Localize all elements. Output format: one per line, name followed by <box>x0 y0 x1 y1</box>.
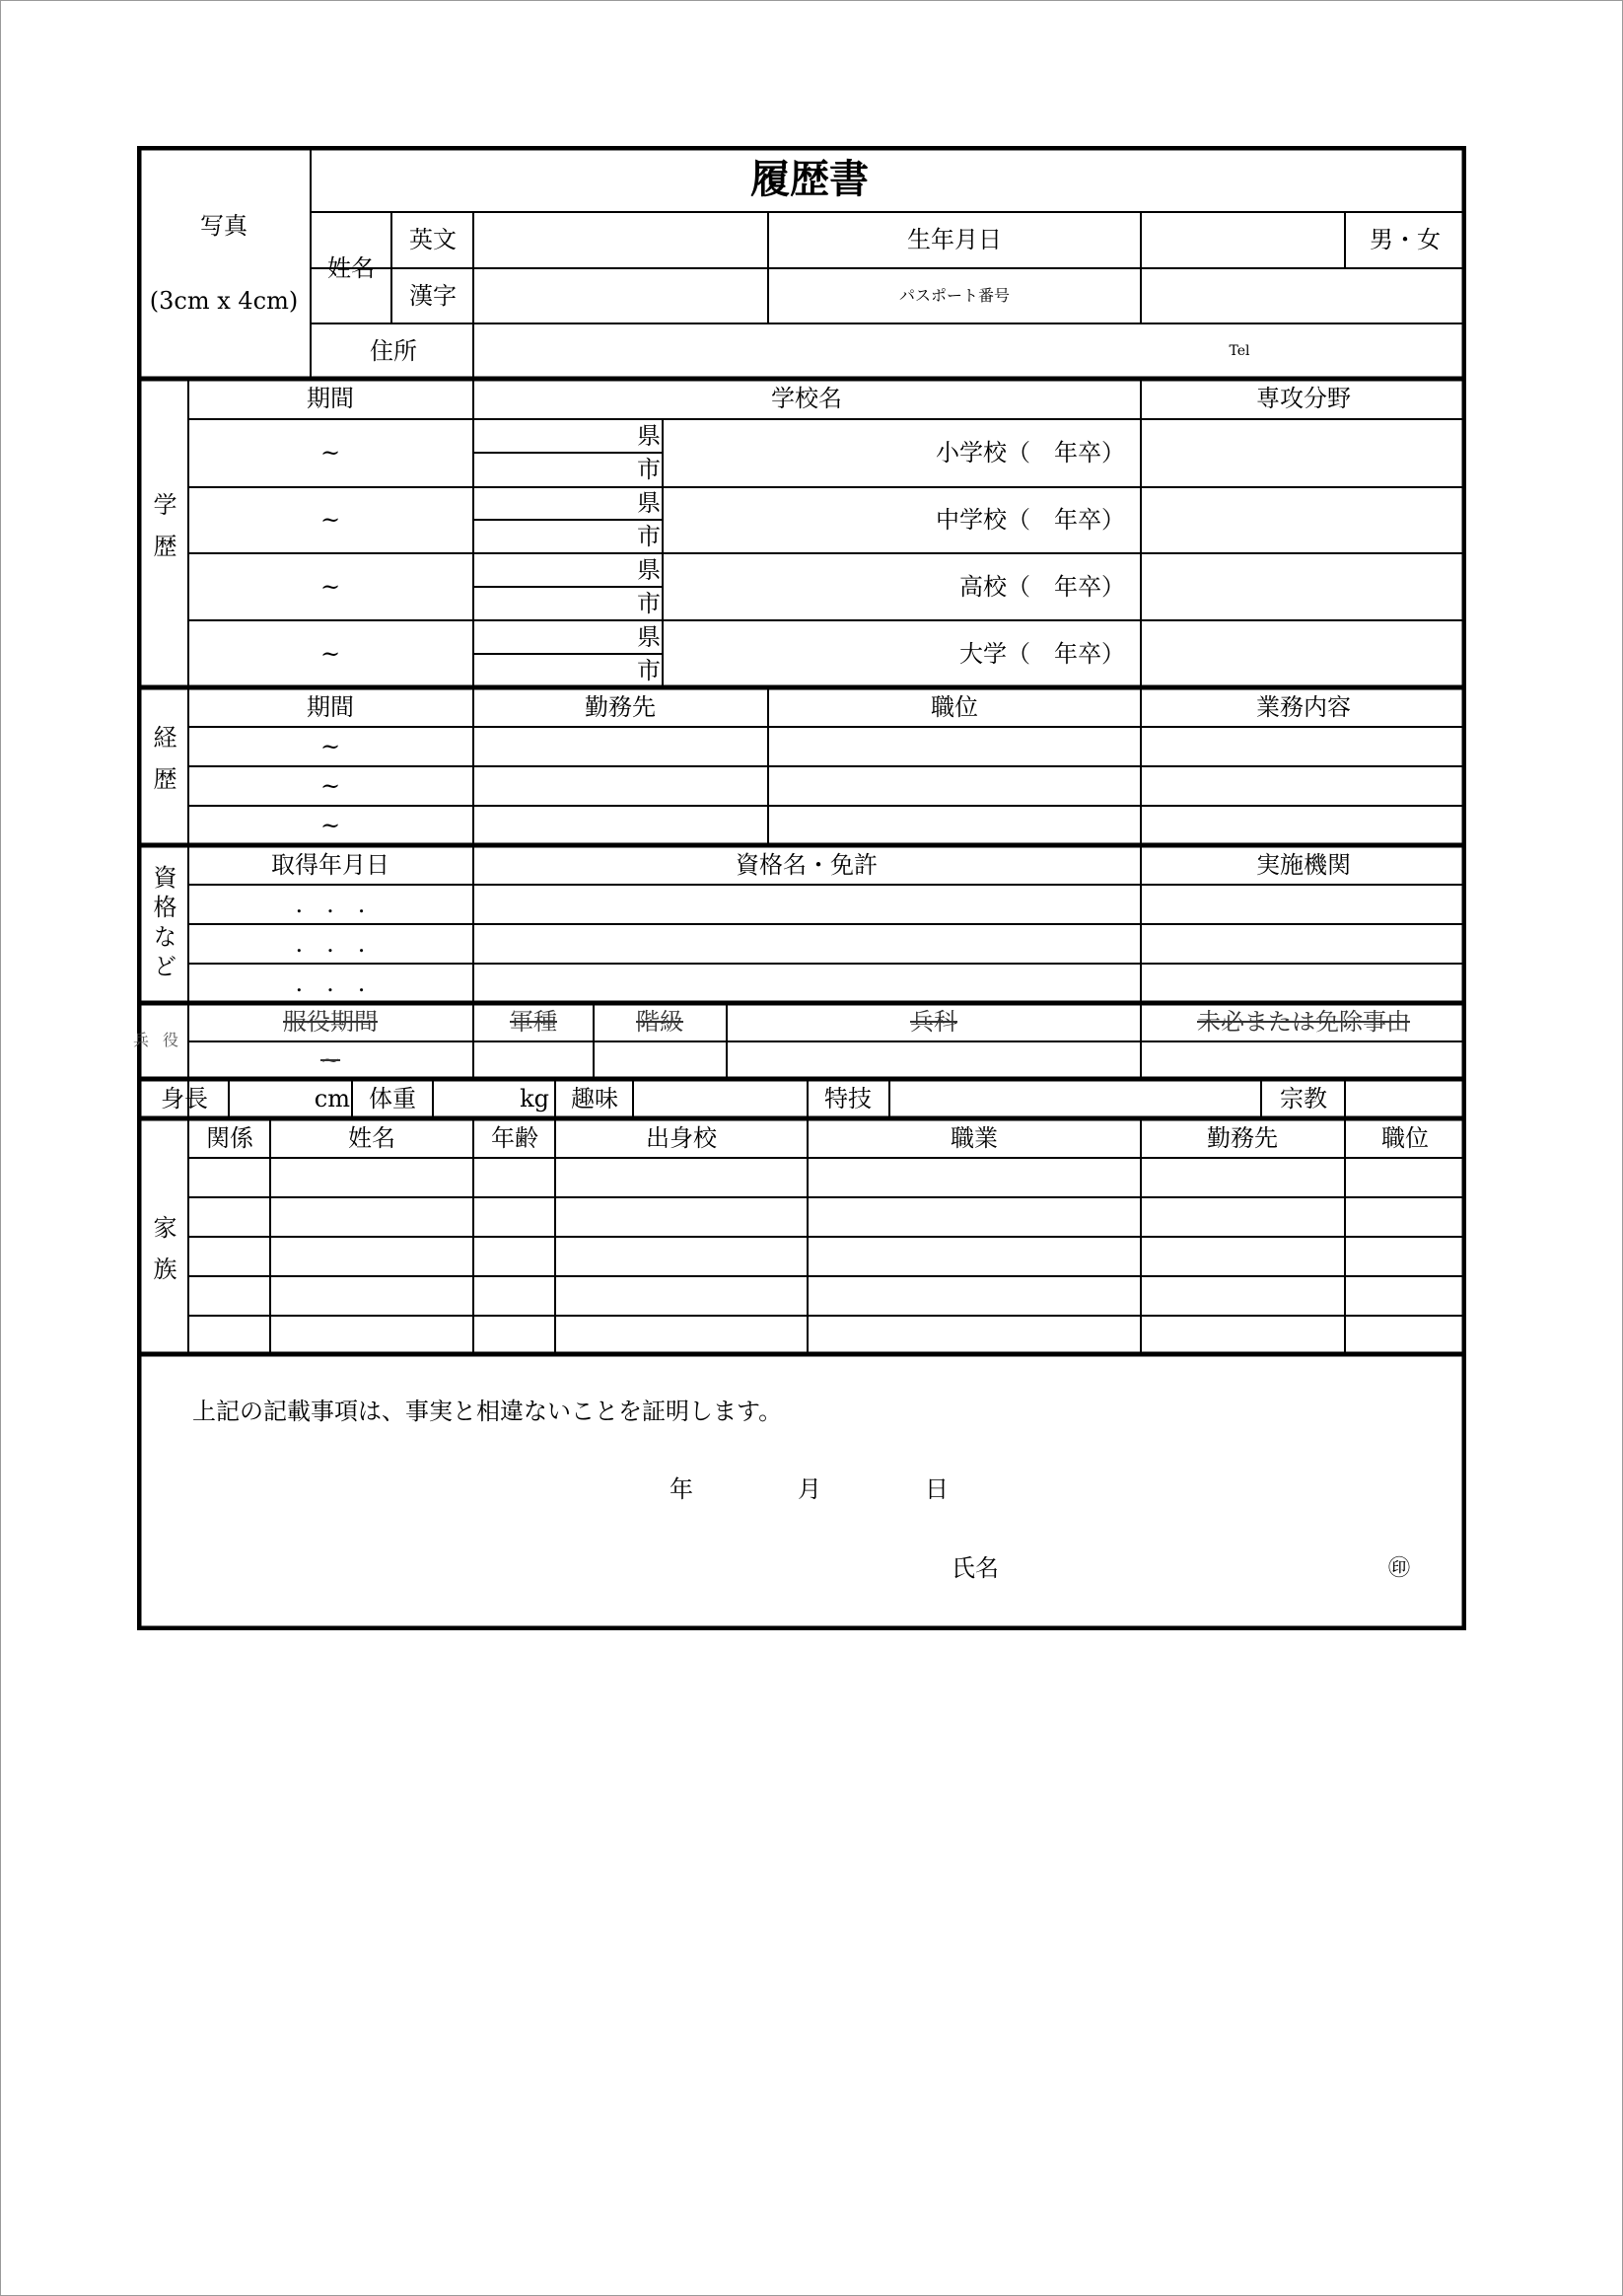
qualifications-section-label: 資格など <box>149 865 176 983</box>
education-school-header: 学校名 <box>771 385 842 412</box>
education-major-header: 専攻分野 <box>1256 385 1351 412</box>
military-period-header: 服役期間 <box>283 1008 378 1036</box>
seal-mark: ㊞ <box>1387 1556 1411 1581</box>
city-label: 市 <box>637 456 661 483</box>
religion-label: 宗教 <box>1280 1085 1327 1112</box>
qualification-name-header: 資格名・免許 <box>736 851 878 879</box>
qualification-date-dots: . . . <box>295 891 366 918</box>
family-age-header: 年齢 <box>491 1124 538 1152</box>
resume-form <box>132 146 1466 1630</box>
education-section-label: 学歴 <box>149 492 176 575</box>
name-label: 姓名 <box>327 254 375 282</box>
signature-label: 氏名 <box>952 1554 999 1582</box>
height-unit: cm <box>314 1085 350 1112</box>
education-school-name: 小学校（ 年卒） <box>936 439 1125 466</box>
kanji-name-label: 漢字 <box>409 282 457 310</box>
family-occupation-header: 職業 <box>951 1124 998 1152</box>
military-branch-header: 軍種 <box>510 1008 557 1036</box>
form-title: 履歴書 <box>750 156 869 202</box>
military-rank-header: 階級 <box>636 1008 683 1036</box>
skill-label: 特技 <box>824 1085 872 1112</box>
photo-label: 写真 <box>200 212 247 240</box>
military-period-tilde: ~ <box>319 1046 341 1074</box>
qualification-date-dots: . . . <box>295 930 366 958</box>
prefecture-label: 県 <box>637 489 661 517</box>
date-month-label: 月 <box>798 1475 821 1503</box>
declaration-statement: 上記の記載事項は、事実と相違ないことを証明します。 <box>192 1398 783 1425</box>
career-period-tilde: ~ <box>319 733 341 760</box>
career-employer-header: 勤務先 <box>585 693 656 721</box>
career-section-label: 経歴 <box>149 725 176 808</box>
prefecture-label: 県 <box>637 422 661 450</box>
hobby-label: 趣味 <box>571 1085 618 1112</box>
city-label: 市 <box>637 657 661 684</box>
qualification-date-dots: . . . <box>295 969 366 997</box>
family-section-label: 家族 <box>149 1215 176 1298</box>
prefecture-label: 県 <box>637 556 661 584</box>
career-position-header: 職位 <box>931 693 978 721</box>
education-school-name: 高校（ 年卒） <box>959 573 1125 601</box>
education-period-tilde: ~ <box>319 573 341 601</box>
passport-label: パスポート番号 <box>898 286 1011 305</box>
education-period-tilde: ~ <box>319 439 341 466</box>
city-label: 市 <box>637 523 661 550</box>
english-name-label: 英文 <box>409 226 457 253</box>
family-employer-header: 勤務先 <box>1207 1124 1278 1152</box>
military-exemption-header: 未必または免除事由 <box>1197 1008 1410 1036</box>
career-period-tilde: ~ <box>319 772 341 800</box>
weight-unit: kg <box>520 1085 549 1112</box>
date-year-label: 年 <box>670 1475 693 1503</box>
education-period-tilde: ~ <box>319 506 341 534</box>
prefecture-label: 県 <box>637 623 661 651</box>
education-period-tilde: ~ <box>319 640 341 668</box>
date-day-label: 日 <box>925 1475 949 1503</box>
height-label: 身長 <box>161 1085 208 1112</box>
education-school-name: 大学（ 年卒） <box>959 640 1125 668</box>
family-relation-header: 関係 <box>206 1124 253 1152</box>
qualification-date-header: 取得年月日 <box>271 851 389 879</box>
career-duties-header: 業務内容 <box>1256 693 1351 721</box>
career-period-header: 期間 <box>307 693 354 721</box>
family-position-header: 職位 <box>1381 1124 1429 1152</box>
address-label: 住所 <box>370 337 417 365</box>
education-school-name: 中学校（ 年卒） <box>936 506 1125 534</box>
military-specialty-header: 兵科 <box>910 1008 957 1036</box>
birthdate-label: 生年月日 <box>907 226 1002 253</box>
tel-label: Tel <box>1229 343 1250 359</box>
family-school-header: 出身校 <box>646 1124 717 1152</box>
qualification-org-header: 実施機関 <box>1256 851 1351 879</box>
city-label: 市 <box>637 590 661 617</box>
weight-label: 体重 <box>369 1085 416 1112</box>
military-section-label: 兵役 <box>132 1031 193 1049</box>
education-period-header: 期間 <box>307 385 354 412</box>
family-name-header: 姓名 <box>348 1124 395 1152</box>
career-period-tilde: ~ <box>319 812 341 839</box>
gender-label: 男・女 <box>1370 226 1441 253</box>
photo-size-label: (3cm x 4cm) <box>149 287 299 315</box>
